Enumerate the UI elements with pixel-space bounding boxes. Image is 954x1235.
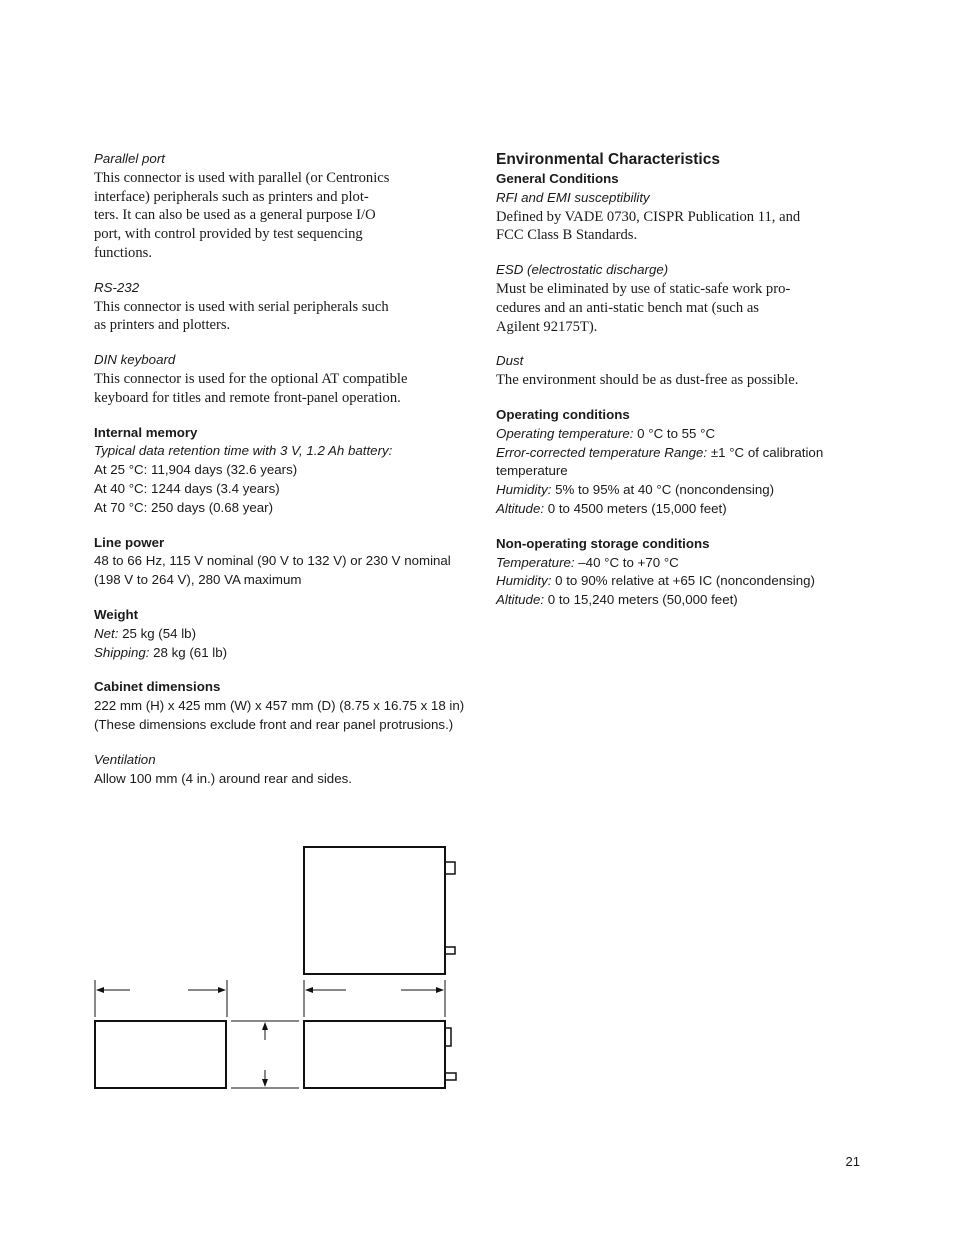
side-view-outline: [95, 1021, 226, 1088]
text-line: Agilent 92175T).: [496, 318, 598, 335]
esd-section: [496, 261, 868, 336]
storage-temperature-value: –40 °C to +70 °C: [574, 554, 679, 570]
din-keyboard-heading: DIN keyboard: [94, 352, 176, 368]
internal-memory-subheading: Typical data retention time with 3 V, 1.2 Ah battery:: [94, 443, 393, 459]
text-line: 48 to 66 Hz, 115 V nominal (90 V to 132 V) or 230 V nominal: [94, 553, 451, 569]
text-line: cedures and an anti-static bench mat (such as: [496, 299, 759, 316]
weight-net: [94, 625, 466, 644]
operating-conditions-section: [496, 406, 868, 519]
operating-humidity: [496, 481, 868, 500]
din-keyboard-text: [94, 370, 466, 408]
storage-altitude: [496, 591, 868, 610]
weight-shipping-label: Shipping:: [94, 644, 150, 660]
cabinet-dimensions-section: [94, 678, 466, 734]
text-line: This connector is used with parallel (or Centronics: [94, 169, 390, 186]
operating-altitude-label: Altitude:: [496, 500, 545, 516]
text-line: FCC Class B Standards.: [496, 227, 638, 244]
dust-text: [496, 371, 868, 390]
weight-shipping-value: 28 kg (61 lb): [149, 644, 228, 660]
internal-memory-text: [94, 461, 466, 517]
line-power-text: [94, 552, 466, 590]
weight-shipping: [94, 644, 466, 663]
text-line: ters. It can also be used as a general purpose I/O: [94, 207, 376, 224]
non-operating-heading: Non-operating storage conditions: [496, 535, 710, 551]
text-line: (These dimensions exclude front and rear panel protrusions.): [94, 716, 454, 732]
din-keyboard-section: [94, 351, 466, 407]
parallel-port-text: [94, 169, 466, 263]
right-column: [496, 150, 868, 610]
line-power-section: [94, 534, 466, 590]
operating-conditions-heading: Operating conditions: [496, 406, 630, 422]
dust-section: [496, 352, 868, 390]
text-line: (198 V to 264 V), 280 VA maximum: [94, 572, 302, 588]
left-column: [94, 150, 466, 788]
text-line: The environment should be as dust-free as possible.: [496, 372, 799, 389]
general-conditions-heading: General Conditions: [496, 171, 619, 186]
esd-heading: ESD (electrostatic discharge): [496, 262, 669, 278]
ventilation-heading: Ventilation: [94, 751, 156, 767]
text-line: This connector is used with serial peripherals such: [94, 298, 389, 315]
operating-temperature-value: 0 °C to 55 °C: [633, 425, 716, 441]
operating-altitude: [496, 500, 868, 519]
parallel-port-heading: Parallel port: [94, 151, 165, 166]
weight-heading: Weight: [94, 606, 139, 622]
text-line: At 40 °C: 1244 days (3.4 years): [94, 480, 280, 496]
error-corrected-value: ±1 °C of calibration: [707, 444, 824, 460]
page-number: 21: [845, 1154, 860, 1169]
parallel-port-section: [94, 150, 466, 263]
rear-view-outline: [304, 1021, 456, 1088]
error-corrected-label: Error-corrected temperature Range:: [496, 444, 708, 460]
storage-temperature: [496, 554, 868, 573]
operating-temperature-label: Operating temperature:: [496, 425, 634, 441]
internal-memory-section: [94, 424, 466, 518]
esd-text: [496, 280, 868, 336]
text-line: as printers and plotters.: [94, 317, 231, 334]
rfi-heading: RFI and EMI susceptibility: [496, 189, 650, 205]
line-power-heading: Line power: [94, 534, 165, 550]
operating-humidity-value: 5% to 95% at 40 °C (noncondensing): [551, 482, 775, 498]
text-line: At 25 °C: 11,904 days (32.6 years): [94, 462, 298, 478]
storage-altitude-value: 0 to 15,240 meters (50,000 feet): [544, 592, 738, 608]
operating-humidity-label: Humidity:: [496, 482, 552, 498]
environmental-title: Environmental Characteristics: [496, 151, 720, 168]
text-line: 222 mm (H) x 425 mm (W) x 457 mm (D) (8.75 x 16.75 x 18 in): [94, 698, 465, 714]
top-view-outline: [304, 847, 455, 974]
side-clearance-dimension: [95, 980, 227, 1017]
non-operating-section: [496, 535, 868, 610]
text-line: Defined by VADE 0730, CISPR Publication 11, and: [496, 208, 801, 225]
rs232-section: [94, 279, 466, 335]
rfi-section: [496, 189, 868, 245]
height-clearance-dimension: [231, 1021, 299, 1088]
text-line: This connector is used for the optional AT compatible: [94, 370, 408, 387]
operating-altitude-value: 0 to 4500 meters (15,000 feet): [544, 500, 727, 516]
error-corrected-range: [496, 444, 868, 463]
ventilation-section: [94, 751, 466, 789]
text-line: Must be eliminated by use of static-safe work pro-: [496, 280, 791, 297]
dust-heading: Dust: [496, 353, 524, 369]
width-clearance-dimension: [304, 980, 445, 1017]
weight-net-value: 25 kg (54 lb): [118, 625, 196, 641]
storage-humidity-value: 0 to 90% relative at +65 IC (noncondensing): [551, 573, 815, 589]
text-line: Allow 100 mm (4 in.) around rear and sides.: [94, 770, 352, 786]
error-corrected-value-cont: temperature: [496, 463, 568, 479]
storage-humidity: [496, 572, 868, 591]
text-line: keyboard for titles and remote front-panel operation.: [94, 389, 401, 406]
weight-section: [94, 606, 466, 662]
weight-net-label: Net:: [94, 625, 119, 641]
text-line: port, with control provided by test sequencing: [94, 226, 363, 243]
storage-temperature-label: Temperature:: [496, 554, 575, 570]
text-line: interface) peripherals such as printers and plot-: [94, 188, 369, 205]
ventilation-clearance-diagram: [90, 842, 470, 1094]
ventilation-text: [94, 770, 466, 789]
text-line: At 70 °C: 250 days (0.68 year): [94, 499, 274, 515]
text-line: functions.: [94, 244, 152, 261]
rs232-text: [94, 298, 466, 336]
storage-altitude-label: Altitude:: [496, 592, 545, 608]
cabinet-dimensions-text: [94, 697, 466, 735]
rfi-text: [496, 208, 868, 246]
internal-memory-heading: Internal memory: [94, 424, 198, 440]
rs232-heading: RS-232: [94, 279, 140, 295]
storage-humidity-label: Humidity:: [496, 573, 552, 589]
cabinet-dimensions-heading: Cabinet dimensions: [94, 679, 221, 695]
operating-temperature: [496, 425, 868, 444]
